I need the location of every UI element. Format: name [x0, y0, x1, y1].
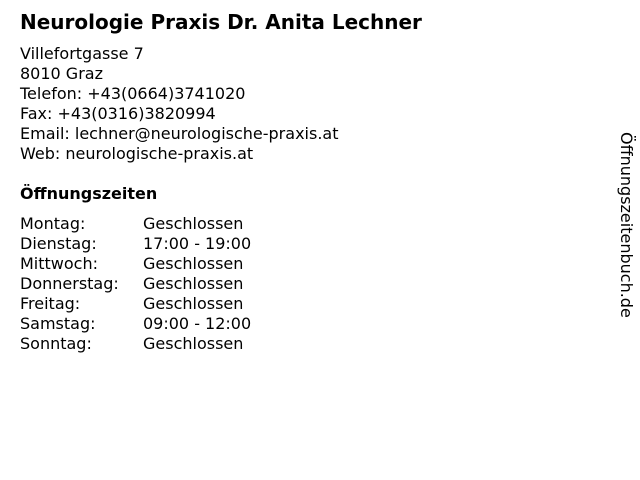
hours-row-saturday — [20, 314, 251, 334]
email-address: Email: lechner@neurologische-praxis.at — [20, 124, 339, 143]
hours-row-monday — [20, 214, 251, 234]
phone-number: Telefon: +43(0664)3741020 — [20, 84, 246, 103]
day-label: Dienstag: — [20, 234, 97, 253]
day-hours: Geschlossen — [143, 294, 244, 313]
street-address: Villefortgasse 7 — [20, 44, 144, 63]
day-label: Mittwoch: — [20, 254, 98, 273]
hours-row-friday — [20, 294, 251, 314]
day-hours: Geschlossen — [143, 254, 244, 273]
day-hours: Geschlossen — [143, 214, 244, 233]
day-label: Sonntag: — [20, 334, 92, 353]
contact-block — [20, 44, 338, 164]
hours-row-wednesday — [20, 254, 251, 274]
day-label: Donnerstag: — [20, 274, 119, 293]
day-hours: 17:00 - 19:00 — [143, 234, 252, 253]
day-label: Montag: — [20, 214, 86, 233]
day-label: Samstag: — [20, 314, 96, 333]
opening-hours-table — [20, 214, 251, 354]
website: Web: neurologische-praxis.at — [20, 144, 254, 163]
day-hours: Geschlossen — [143, 274, 244, 293]
hours-row-sunday — [20, 334, 251, 354]
brand-watermark: Öffnungszeitenbuch.de — [617, 132, 636, 318]
fax-number: Fax: +43(0316)3820994 — [20, 104, 216, 123]
opening-hours-heading: Öffnungszeiten — [20, 184, 158, 203]
day-label: Freitag: — [20, 294, 81, 313]
brand-sidebar — [612, 132, 640, 367]
hours-row-thursday — [20, 274, 251, 294]
day-hours: Geschlossen — [143, 334, 244, 353]
day-hours: 09:00 - 12:00 — [143, 314, 252, 333]
city-postal: 8010 Graz — [20, 64, 103, 83]
hours-row-tuesday — [20, 234, 251, 254]
practice-name: Neurologie Praxis Dr. Anita Lechner — [20, 10, 422, 34]
